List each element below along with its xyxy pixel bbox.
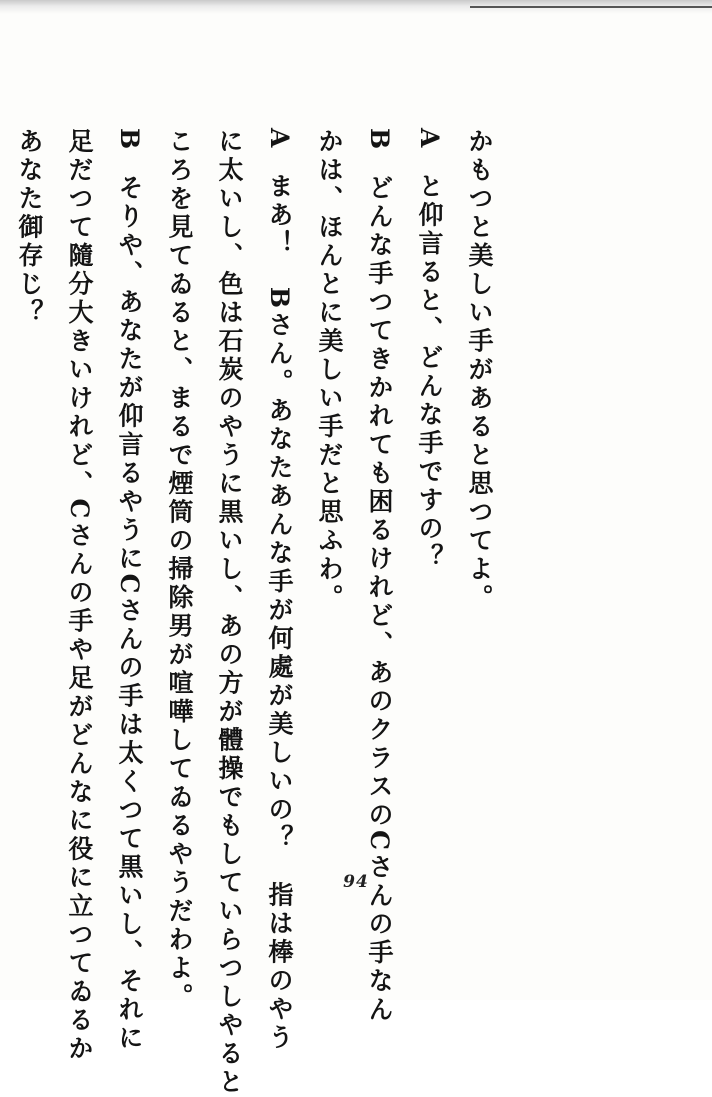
text-line [154, 128, 204, 1012]
line-text: そりや、あなたが仰言るやうにCさんの手は太くつて黒いし、それに [115, 174, 144, 1054]
line-text: まあ！ Bさん。あなたあんな手が何處が美しいの？ 指は棒のやう [265, 172, 294, 1053]
text-line [304, 128, 354, 868]
line-text: かは、ほんとに美しい手だと思ふわ。 [315, 128, 344, 613]
text-line [0, 128, 4, 868]
line-text: あなた御存じ？ [15, 128, 44, 328]
line-text: かもつと美しい手があると思つてよ。 [465, 128, 494, 613]
speaker-label: B [115, 128, 144, 153]
line-text: ころを見てゐると、まるで煙筒の掃除男が喧嘩してゐるやうだわよ。 [165, 128, 194, 1012]
speaker-label: A [265, 128, 294, 151]
text-line [254, 128, 304, 1053]
text-line [404, 128, 454, 868]
speaker-label: B [365, 128, 394, 153]
speaker-label: A [415, 128, 444, 151]
text-line [454, 128, 504, 868]
text-line [104, 128, 154, 1054]
line-text: に太いし、色は石炭のやうに黒いし、あの方が體操でもしていらつしやると [215, 128, 244, 1097]
scan-artifact-line [470, 6, 712, 8]
text-line [204, 128, 254, 1097]
text-line [4, 128, 54, 868]
text-line [54, 128, 104, 1064]
line-text: 足だつて隨分大きいけれど、Cさんの手や足がどんなに役に立つてゐるか [65, 128, 94, 1064]
line-text: どんな手つてきかれても困るけれど、あのクラスのCさんの手なん [365, 174, 394, 1025]
speaker-label [0, 128, 4, 151]
line-text: と仰言ると、どんな手ですの？ [415, 172, 444, 572]
page-number: 94 [343, 872, 369, 892]
